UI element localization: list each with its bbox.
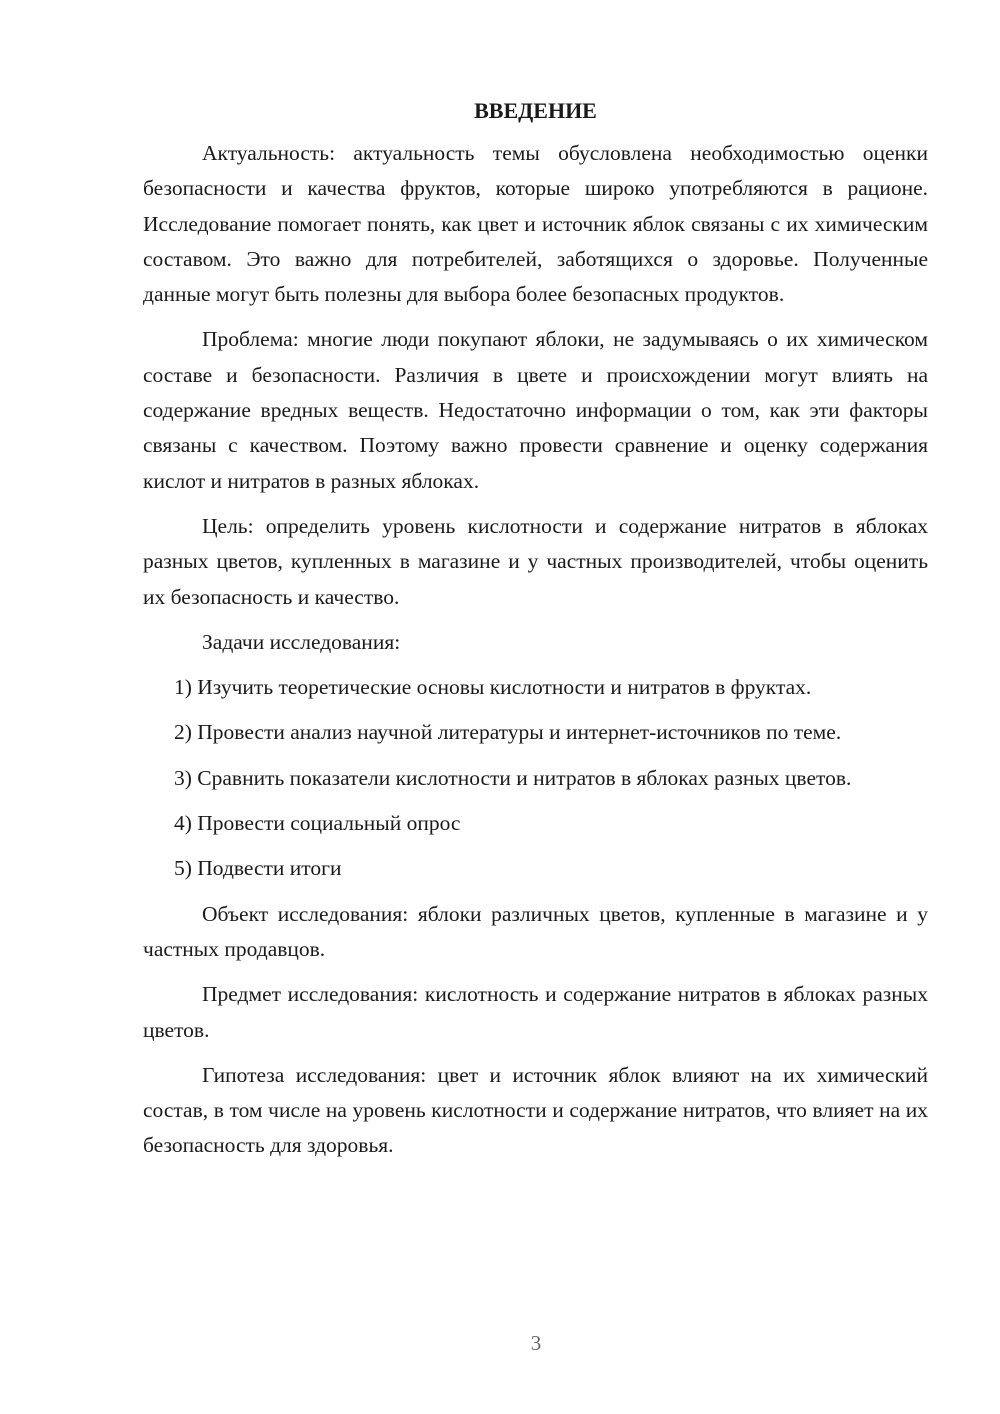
object-paragraph: Объект исследования: яблоки различных цветов, купленные в магазине и у частных продавцов.	[143, 901, 928, 961]
tasks-heading: Задачи исследования:	[202, 629, 401, 654]
document-page	[143, 96, 928, 1174]
hypothesis-paragraph: Гипотеза исследования: цвет и источник яблок влияют на их химический состав, в том числе на уровень кислотности и содержание нитратов, что влияет на их безопасность для здоровья.	[143, 1062, 928, 1158]
task-item-1: 1) Изучить теоретические основы кислотности и нитратов в фруктах.	[174, 675, 812, 700]
problem-paragraph: Проблема: многие люди покупают яблоки, не задумываясь о их химическом составе и безопасности. Различия в цвете и происхождении могут влиять на содержание вредных веществ. Недостаточно информации о том, как эти факторы связаны с качеством. Поэтому важно провести сравнение и оценку содержания кислот и нитратов в разных яблоках.	[143, 327, 928, 493]
relevance-paragraph: Актуальность: актуальность темы обусловлена необходимостью оценки безопасности и качества фруктов, которые широко употребляются в рационе. Исследование помогает понять, как цвет и источник яблок связаны с их химическим составом. Это важно для потребителей, заботящихся о здоровье. Полученные данные могут быть полезны для выбора более безопасных продуктов.	[143, 141, 928, 307]
task-item-2: 2) Провести анализ научной литературы и интернет-источников по теме.	[174, 720, 842, 745]
section-heading: ВВЕДЕНИЕ	[474, 98, 597, 123]
task-item-5: 5) Подвести итоги	[174, 856, 342, 881]
page-number: 3	[530, 1331, 542, 1355]
subject-paragraph: Предмет исследования: кислотность и содержание нитратов в яблоках разных цветов.	[143, 982, 928, 1042]
task-item-4: 4) Провести социальный опрос	[174, 811, 461, 836]
task-item-3: 3) Сравнить показатели кислотности и нитратов в яблоках разных цветов.	[174, 765, 852, 790]
goal-paragraph: Цель: определить уровень кислотности и содержание нитратов в яблоках разных цветов, купленных в магазине и у частных производителей, чтобы оценить их безопасность и качество.	[143, 513, 928, 609]
